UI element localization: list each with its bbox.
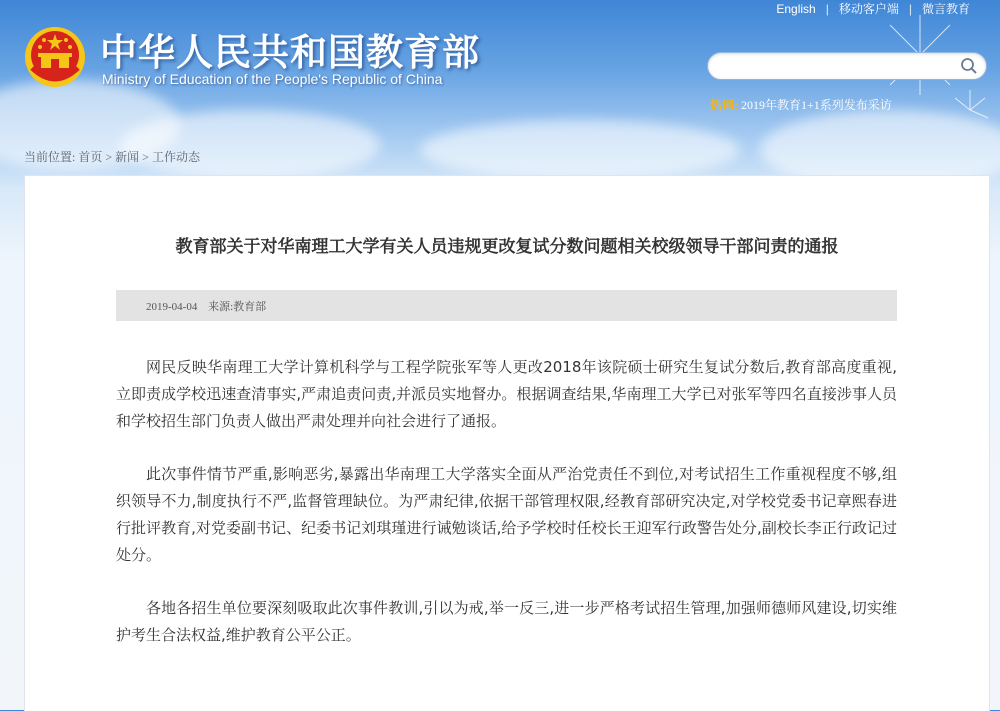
hot-words [710, 96, 892, 113]
article-panel [24, 175, 990, 711]
breadcrumb-prefix: 当前位置: [24, 150, 76, 164]
search-input[interactable] [720, 56, 954, 78]
divider: | [908, 2, 912, 16]
national-emblem-icon [24, 26, 86, 88]
site-subtitle: Ministry of Education of the People's Republic of China [102, 71, 443, 87]
breadcrumb-separator: > [142, 150, 149, 164]
article-meta [146, 298, 274, 314]
article-paragraph: 此次事件情节严重,影响恶劣,暴露出华南理工大学落实全面从严治党责任不到位,对考试招生工作重视程度不够,组织领导不力,制度执行不严,监督管理缺位。为严肃纪律,依据干部管理权限,经教育部研究决定,对学校党委书记章熙春进行批评教育,对党委副书记、纪委书记刘琪瑾进行诫勉谈话,给予学校时任校长王迎军行政警告处分,副校长李正行政记过处分。 [116, 465, 897, 564]
breadcrumb-home[interactable]: 首页 [78, 150, 103, 164]
article-paragraph: 网民反映华南理工大学计算机科学与工程学院张军等人更改2018年该院硕士研究生复试分数后,教育部高度重视,立即责成学校迅速查清事实,严肃追责问责,并派员实地督办。根据调查结果,华南理工大学已对张军等四名直接涉事人员和学校招生部门负责人做出严肃处理并向社会进行了通报。 [116, 358, 897, 430]
search-box [707, 52, 987, 80]
english-link[interactable]: English [776, 2, 816, 16]
breadcrumb-news[interactable]: 新闻 [115, 150, 140, 164]
top-links [776, 0, 970, 17]
article-meta-bar [116, 290, 897, 321]
breadcrumb-separator: > [105, 150, 113, 164]
hot-words-link[interactable]: 2019年教育1+1系列发布采访 [741, 98, 892, 112]
search-icon[interactable] [960, 57, 978, 75]
article-title: 教育部关于对华南理工大学有关人员违规更改复试分数问题相关校级领导干部问责的通报 [175, 237, 839, 257]
article-body [116, 354, 897, 675]
article-source: 来源:教育部 [208, 301, 267, 313]
site-title: 中华人民共和国教育部 [100, 31, 480, 74]
weiyan-jiaoyu-link[interactable]: 微言教育 [921, 2, 970, 16]
mobile-client-link[interactable]: 移动客户端 [838, 2, 899, 16]
breadcrumb-work-news[interactable]: 工作动态 [151, 150, 200, 164]
breadcrumb [24, 148, 200, 165]
article-paragraph: 各地各招生单位要深刻吸取此次事件教训,引以为戒,举一反三,进一步严格考试招生管理,加强师德师风建设,切实维护考生合法权益,维护教育公平公正。 [116, 599, 897, 644]
dandelion-decoration [830, 10, 990, 150]
article-date: 2019-04-04 [146, 301, 198, 313]
divider: | [825, 2, 829, 16]
hot-words-label: 热词: [710, 98, 738, 112]
